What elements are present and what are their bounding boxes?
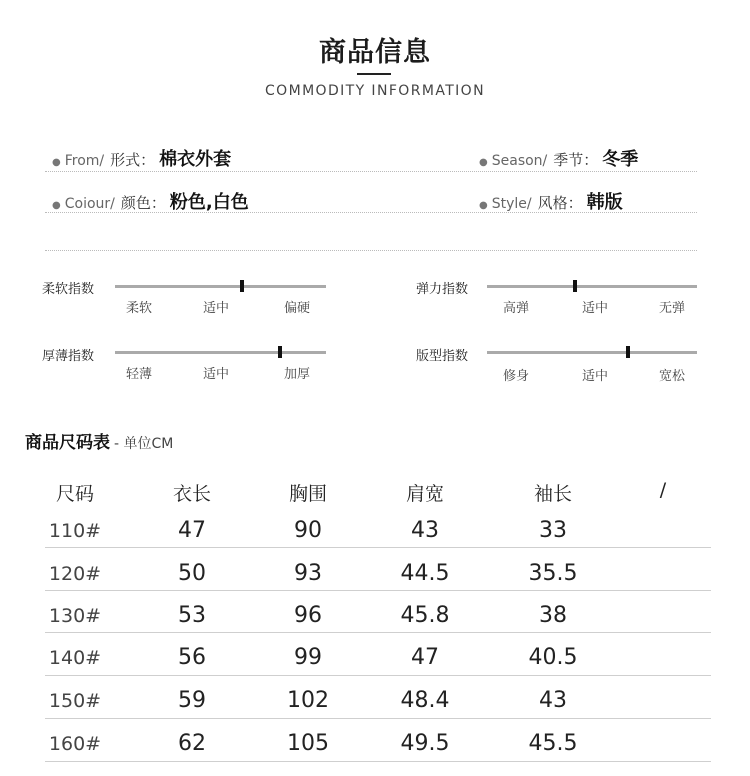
row-divider bbox=[45, 718, 711, 719]
slider-track bbox=[115, 351, 326, 354]
slider-knob bbox=[573, 280, 577, 292]
slider-label: 厚薄指数 bbox=[42, 349, 95, 364]
slider-option: 加厚 bbox=[283, 367, 310, 382]
slider-label: 弹力指数 bbox=[416, 282, 469, 297]
title-underline bbox=[357, 73, 391, 75]
bullet-icon: ● bbox=[52, 157, 61, 168]
measure-cell: 93 bbox=[294, 561, 322, 586]
size-cell: 110# bbox=[48, 520, 102, 542]
info-divider bbox=[45, 212, 697, 213]
measure-cell: 38 bbox=[539, 603, 567, 628]
page-title: 商品信息 bbox=[319, 37, 431, 68]
info-form-zh: 形式： bbox=[110, 151, 156, 169]
row-divider bbox=[45, 547, 711, 548]
measure-cell: 48.4 bbox=[400, 688, 450, 713]
row-divider bbox=[45, 632, 711, 633]
size-table-header: 肩宽 bbox=[405, 483, 444, 505]
measure-cell: 43 bbox=[411, 518, 439, 543]
size-cell: 120# bbox=[48, 563, 102, 585]
size-table-title bbox=[25, 428, 173, 453]
info-colour-zh: 颜色： bbox=[120, 194, 166, 212]
row-divider bbox=[45, 675, 711, 676]
size-cell: 160# bbox=[48, 733, 102, 755]
size-table-header: 胸围 bbox=[288, 483, 327, 505]
info-style-value: 韩版 bbox=[586, 192, 623, 213]
slider-label: 版型指数 bbox=[416, 349, 469, 364]
measure-cell: 43 bbox=[539, 688, 567, 713]
size-table-unit: - 单位CM bbox=[114, 436, 174, 452]
info-colour-value: 粉色,白色 bbox=[169, 192, 249, 213]
bullet-icon: ● bbox=[479, 200, 488, 211]
info-style-zh: 风格： bbox=[537, 194, 583, 212]
row-divider bbox=[45, 590, 711, 591]
measure-cell: 56 bbox=[178, 645, 206, 670]
measure-cell: 96 bbox=[294, 603, 322, 628]
measure-cell: 47 bbox=[411, 645, 439, 670]
size-table-header: 衣长 bbox=[172, 483, 211, 505]
info-season-zh: 季节： bbox=[553, 151, 599, 169]
slider-option: 修身 bbox=[502, 369, 529, 384]
slider-option: 适中 bbox=[202, 367, 229, 382]
info-colour-en: Coiour/ bbox=[64, 196, 115, 212]
slider-option: 适中 bbox=[581, 369, 608, 384]
info-divider bbox=[45, 171, 697, 172]
info-season bbox=[479, 145, 638, 171]
bullet-icon: ● bbox=[52, 200, 61, 211]
bullet-icon: ● bbox=[479, 157, 488, 168]
measure-cell: 45.5 bbox=[528, 731, 578, 756]
info-form bbox=[52, 145, 231, 171]
slider-option: 高弹 bbox=[502, 301, 529, 316]
info-style-en: Style/ bbox=[491, 196, 532, 212]
info-form-en: From/ bbox=[64, 153, 105, 169]
measure-cell: 62 bbox=[178, 731, 206, 756]
slider-track bbox=[115, 285, 326, 288]
size-cell: 150# bbox=[48, 690, 102, 712]
slider-track bbox=[487, 285, 697, 288]
measure-cell: 90 bbox=[294, 518, 322, 543]
measure-cell: 35.5 bbox=[528, 561, 578, 586]
slider-option: 适中 bbox=[581, 301, 608, 316]
slider-option: 适中 bbox=[202, 301, 229, 316]
size-cell: 130# bbox=[48, 605, 102, 627]
size-table-title-text: 商品尺码表 bbox=[25, 433, 110, 453]
measure-cell: 33 bbox=[539, 518, 567, 543]
info-style bbox=[479, 188, 623, 214]
measure-cell: 47 bbox=[178, 518, 206, 543]
info-season-en: Season/ bbox=[491, 153, 548, 169]
measure-cell: 49.5 bbox=[400, 731, 450, 756]
slider-option: 轻薄 bbox=[125, 367, 152, 382]
slider-knob bbox=[626, 346, 630, 358]
measure-cell: 105 bbox=[287, 731, 329, 756]
slider-option: 无弹 bbox=[658, 301, 685, 316]
row-divider bbox=[45, 761, 711, 762]
slider-option: 偏硬 bbox=[283, 301, 310, 316]
page-subtitle: COMMODITY INFORMATION bbox=[265, 83, 485, 99]
size-table-header: / bbox=[659, 479, 667, 501]
slider-option: 柔软 bbox=[125, 301, 152, 316]
size-table-header: 袖长 bbox=[533, 483, 572, 505]
measure-cell: 59 bbox=[178, 688, 206, 713]
measure-cell: 53 bbox=[178, 603, 206, 628]
measure-cell: 50 bbox=[178, 561, 206, 586]
size-table-header: 尺码 bbox=[55, 483, 94, 505]
slider-track bbox=[487, 351, 697, 354]
measure-cell: 44.5 bbox=[400, 561, 450, 586]
info-divider bbox=[45, 250, 697, 251]
measure-cell: 102 bbox=[287, 688, 329, 713]
measure-cell: 99 bbox=[294, 645, 322, 670]
measure-cell: 45.8 bbox=[400, 603, 450, 628]
slider-knob bbox=[240, 280, 244, 292]
size-cell: 140# bbox=[48, 647, 102, 669]
slider-knob bbox=[278, 346, 282, 358]
measure-cell: 40.5 bbox=[528, 645, 578, 670]
info-season-value: 冬季 bbox=[602, 149, 639, 170]
slider-option: 宽松 bbox=[658, 369, 685, 384]
info-form-value: 棉衣外套 bbox=[159, 149, 232, 170]
slider-label: 柔软指数 bbox=[42, 282, 95, 297]
info-colour bbox=[52, 188, 249, 214]
